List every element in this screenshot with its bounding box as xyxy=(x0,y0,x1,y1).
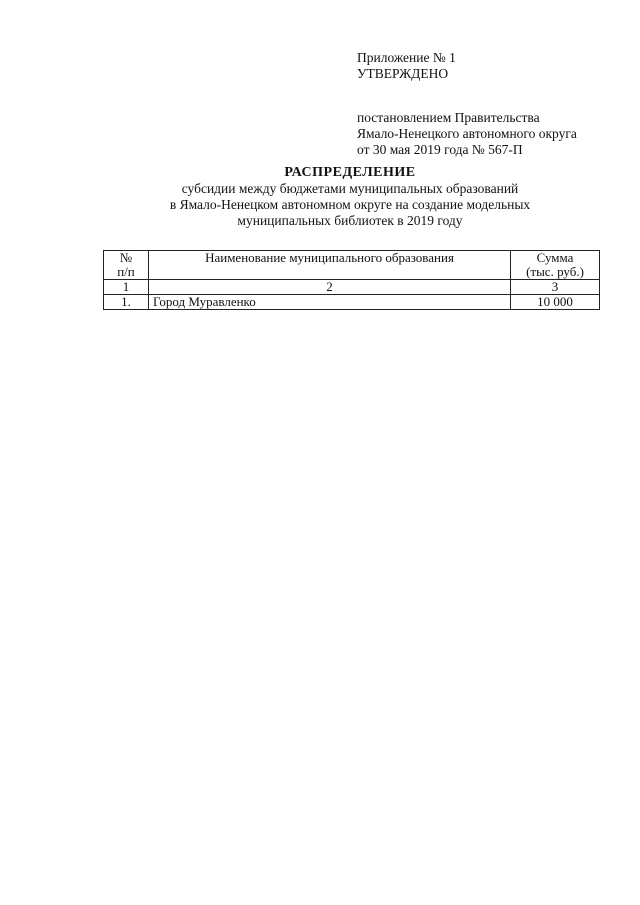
index-row xyxy=(104,280,600,295)
header-sum xyxy=(511,251,600,280)
header-name: Наименование муниципального образования xyxy=(149,251,511,280)
header-sum-line2: (тыс. руб.) xyxy=(526,264,584,279)
page-title: РАСПРЕДЕЛЕНИЕ xyxy=(284,165,416,180)
region-line: Ямало-Ненецкого автономного округа xyxy=(357,126,577,141)
approved-label: УТВЕРЖДЕНО xyxy=(357,66,449,81)
header-num-line2: п/п xyxy=(117,264,135,279)
header-num xyxy=(104,251,149,280)
date-line: от 30 мая 2019 года № 567-П xyxy=(357,142,523,157)
row-sum: 10 000 xyxy=(511,295,600,310)
subtitle-line-3: муниципальных библиотек в 2019 году xyxy=(237,213,463,228)
table-header-row xyxy=(104,251,600,280)
row-name: Город Муравленко xyxy=(149,295,511,310)
index-cell-3: 3 xyxy=(511,280,600,295)
row-num: 1. xyxy=(104,295,149,310)
subtitle-line-1: субсидии между бюджетами муниципальных образований xyxy=(181,181,519,196)
header-num-line1: № xyxy=(119,250,133,265)
subtitle-line-2: в Ямало-Ненецком автономном округе на создание модельных xyxy=(169,197,531,212)
appendix-number: Приложение № 1 xyxy=(357,50,456,65)
table-row xyxy=(104,295,600,310)
index-cell-1: 1 xyxy=(104,280,149,295)
header-sum-line1: Сумма xyxy=(536,250,574,265)
document-title xyxy=(100,165,600,229)
approval-block xyxy=(357,50,627,158)
resolution-line: постановлением Правительства xyxy=(357,110,540,125)
index-cell-2: 2 xyxy=(149,280,511,295)
distribution-table xyxy=(103,250,600,310)
